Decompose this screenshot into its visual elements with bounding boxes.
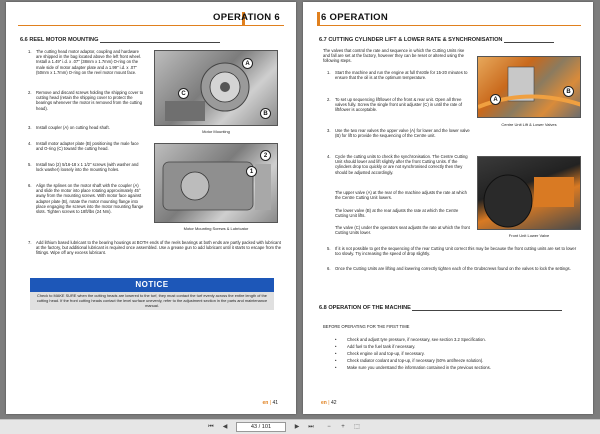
callout-B: B: [563, 86, 574, 97]
step-text: Use the two rear valves the upper valve (A) for lower and the lower valve (B) for lift to provide the sequencing of the Centre unit.: [335, 128, 470, 139]
step-text: Install two (2) 5/16-18 x 1 1/2" screws (with washer and lock washer) loosely into the mounting holes.: [36, 162, 139, 173]
page-num: 42: [330, 400, 337, 406]
zoom-out-button[interactable]: −: [327, 424, 331, 430]
step-text: Start the machine and run the engine at full throttle for 15-20 minutes to ensure that the oil is at the optimum temperature.: [335, 70, 468, 81]
viewer-toolbar: [0, 419, 600, 434]
section-rule: [504, 42, 554, 43]
figure-caption: Motor Mounting: [202, 129, 230, 134]
section-title-text: 6.7 CUTTING CYLINDER LIFT & LOWER RATE & SYNCHRONISATION: [319, 37, 503, 43]
previous-page-button[interactable]: ◀: [222, 424, 228, 430]
bullet-dot: •: [335, 358, 337, 363]
page-header-title: OPERATION 6: [213, 12, 280, 23]
step-number: 4.: [327, 154, 331, 159]
step-text: Remove and discard screws holding the shipping cover to cutting head (retain the shipping cover to protect the bearings whenever the motor is removed from the cutting head).: [36, 90, 144, 111]
callout-A: A: [242, 58, 253, 69]
step-text: The upper valve (A) at the rear of the machine adjusts the rate at which the Centre Cutting Unit lowers.: [335, 190, 467, 201]
step-number: 2.: [327, 97, 331, 102]
left-page: [6, 2, 296, 414]
step-number: 6.: [327, 266, 331, 271]
section-title-text: 6.8 OPERATION OF THE MACHINE: [319, 305, 411, 311]
header-accent: [317, 12, 320, 26]
list-item: Add fuel to the fuel tank if necessary.: [347, 344, 416, 349]
fit-page-button[interactable]: ⬚: [354, 424, 360, 430]
section-rule: [412, 310, 562, 311]
step-text: Once the Cutting Units are lifting and lowering correctly tighten each of the Grubscrews found on the valves to lock the settings.: [335, 266, 571, 271]
step-text: The valve (C) under the operators seat adjusts the rate at which the front Cutting Units lower.: [335, 225, 470, 236]
step-text: Install motor adapter plate (B) positioning the male face and O-ring (C) toward the cutting head.: [36, 141, 139, 152]
callout-2: 2: [260, 150, 271, 161]
bullet-dot: •: [335, 337, 337, 342]
next-page-button[interactable]: ▶: [294, 424, 300, 430]
step-number: 3.: [327, 128, 331, 133]
step-number: 3.: [28, 125, 32, 130]
page-lang: en: [321, 400, 327, 406]
step-text: Align the splines on the motor shaft with the coupler (A) and slide the motor into place rotating approximately 45° away from the mounting screws. With motor face against adapter plate (B), rotate the motor mounting flange into place engaging the screws into the motor mounting flange slots. Tighten screws to 18ft/lbs (24 Nm).: [36, 183, 144, 215]
intro-text: The valves that control the rate and sequence in which the Cutting Units rise and fall are set at the factory, however they can be reset or altered using the following steps.: [323, 48, 465, 64]
right-page: [303, 2, 593, 414]
list-item: Make sure you understand the information contained in the previous sections.: [347, 365, 491, 370]
page-sep: |: [328, 400, 330, 406]
page-num: 41: [272, 400, 278, 406]
zoom-in-button[interactable]: +: [341, 424, 345, 430]
subsection-title: BEFORE OPERATING FOR THE FIRST TIME: [323, 324, 410, 329]
page-sep: |: [269, 400, 272, 406]
figure-caption: Centre Unit Lift & Lower Valves: [501, 122, 557, 127]
step-number: 6.: [28, 183, 32, 188]
step-text: Install coupler (A) on cutting head shaft.: [36, 125, 110, 130]
step-text: The cutting head motor adaptor, coupling and hardware are shipped in the bag located above the left front wheel. Install a 1.49" i.d. x .07" (38mm x 1.7mm) O-ring on the male side of motor adapter plate and a 1.99" i.d. x .07" (50mm x 1.7mm) O-ring on the reel motor mount face.: [36, 49, 142, 75]
page-number: [321, 400, 337, 406]
list-item: Check radiator coolant and top-up, if necessary (50% antifreeze solution).: [347, 358, 484, 363]
front-valve-photo: [477, 156, 581, 230]
callout-B: B: [260, 108, 271, 119]
step-text: Add lithium based lubricant to the bearing housings at BOTH ends of the reels bearings at both ends are partly packed with lubricant at the factory, but additional lubricant is required once assembled. Use a grease gun to add lubricant until it starts to escape from the fittings. Wipe off any excess lubricant.: [36, 240, 282, 256]
step-text: To set up sequencing lift/lower of the front & rear unit. Open all three valves fully. Screw the single front unit adjuster (C) in until the rate of lift/lower is acceptable.: [335, 97, 463, 113]
page-number-field[interactable]: 43 / 101: [236, 422, 286, 432]
last-page-button[interactable]: ⏭: [308, 424, 314, 430]
callout-A: A: [490, 94, 501, 105]
bullet-dot: •: [335, 351, 337, 356]
step-text: If it is not possible to get the sequencing of the rear Cutting Unit correct this may be because the front cutting units are set to lower too slowly. Try increasing the speed of drop slightly.: [335, 246, 577, 257]
page-lang: en: [262, 400, 269, 406]
figure-caption: Front Unit Lower Valve: [508, 233, 550, 238]
bullet-dot: •: [335, 365, 337, 370]
section-title: [319, 37, 554, 43]
section-title: [319, 305, 562, 311]
bullet-dot: •: [335, 344, 337, 349]
figure-caption: Motor Mounting Screws & Lubricator: [183, 226, 249, 231]
list-item: Check and adjust tyre pressure, if necessary, see section 3.2 Specification.: [347, 337, 486, 342]
callout-C: C: [178, 88, 189, 99]
section-title: [20, 37, 220, 43]
list-item: Check engine oil and top-up, if necessary.: [347, 351, 425, 356]
first-page-button[interactable]: ⏮: [208, 424, 214, 430]
step-number: 4.: [28, 141, 32, 146]
page-number: [263, 400, 279, 406]
notice-text: Check to MAKE SURE when the cutting heads are lowered to the turf, they must contact the turf evenly across the entire length of the cutting head. If the front cutting heads contact the level surface unevenly, refer to the adjustment section in the parts and maintenance manual.: [30, 292, 274, 310]
notice-heading: NOTICE: [30, 278, 274, 292]
front-valve-illustration: [478, 157, 581, 230]
step-number: 1.: [327, 70, 331, 75]
step-text: Cycle the cutting units to check the synchronisation. The Centre Cutting Unit should lower and lift slightly after the front Cutting Units. If the cylinders drop too quickly or are not synchronised correctly then they should be adjusted accordingly.: [335, 154, 468, 175]
page-header-title: 6 OPERATION: [321, 12, 388, 23]
step-number: 5.: [28, 162, 32, 167]
step-number: 1.: [28, 49, 32, 54]
step-number: 2.: [28, 90, 32, 95]
step-number: 5.: [327, 246, 331, 251]
step-text: The lower valve (B) at the rear adjusts the rate at which the Centre Cutting Unit lifts.: [335, 208, 459, 219]
section-rule: [100, 42, 220, 43]
step-number: 7.: [28, 240, 32, 245]
section-title-text: 6.6 REEL MOTOR MOUNTING: [20, 37, 99, 43]
callout-1: 1: [246, 166, 257, 177]
